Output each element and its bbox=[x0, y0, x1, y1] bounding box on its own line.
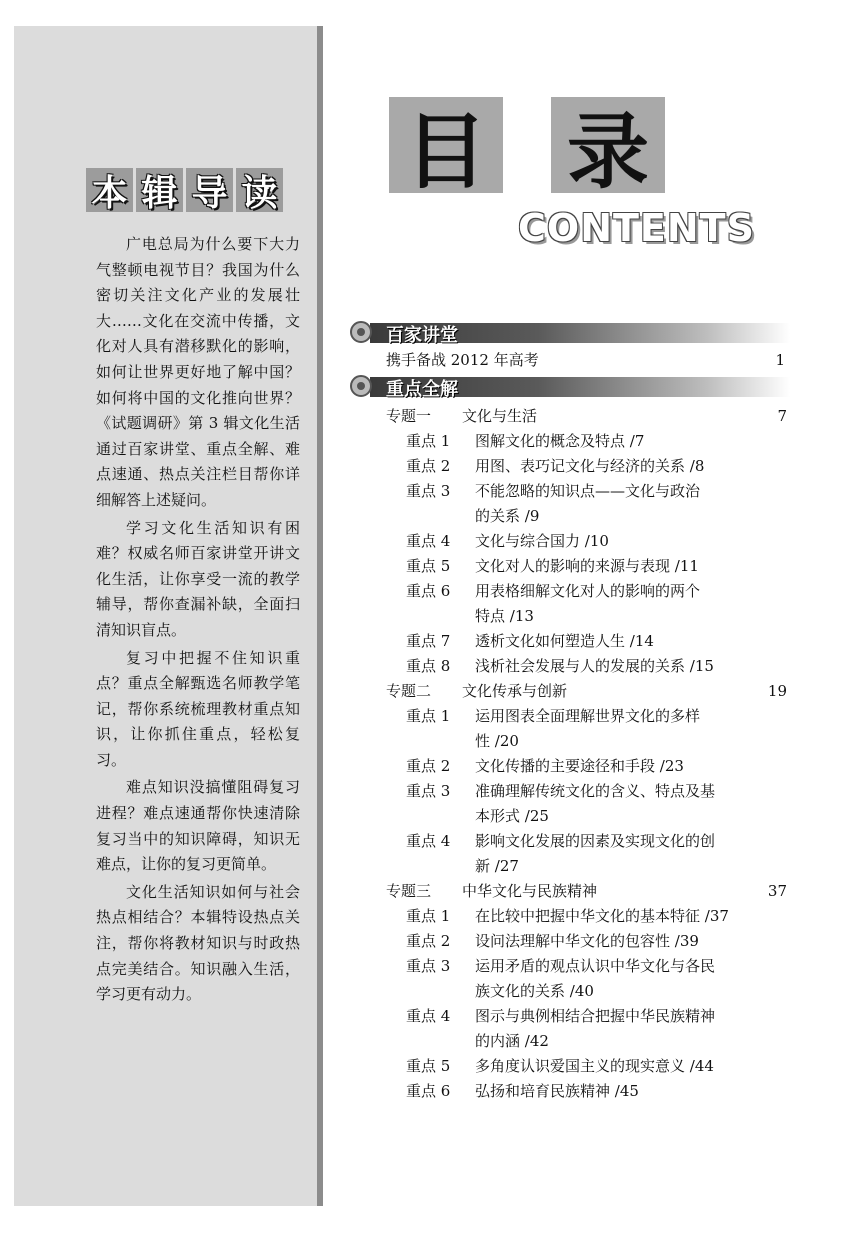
section-label: 百家讲堂 bbox=[386, 325, 458, 346]
toc-topic-label: 专题一 bbox=[386, 407, 432, 425]
toc-entry-continued[interactable]: 特点 /13 bbox=[475, 607, 534, 625]
guide-title-char: 本 bbox=[86, 168, 133, 212]
toc-topic-title[interactable]: 文化与生活 bbox=[462, 407, 538, 425]
toc-topic-title[interactable]: 中华文化与民族精神 bbox=[462, 882, 598, 900]
section-label: 重点全解 bbox=[386, 379, 458, 400]
toc-entry[interactable]: 透析文化如何塑造人生 /14 bbox=[475, 632, 654, 650]
toc-entry-key: 重点 5 bbox=[406, 1057, 451, 1075]
sidebar-edge bbox=[317, 26, 323, 1206]
toc-entry[interactable]: 影响文化发展的因素及实现文化的创 bbox=[475, 832, 716, 850]
guide-paragraph: 文化生活知识如何与社会热点相结合？本辑特设热点关注，帮你将教材知识与时政热点完美结合。知识融入生活，学习更有动力。 bbox=[96, 882, 300, 1004]
toc-entry[interactable]: 多角度认识爱国主义的现实意义 /44 bbox=[475, 1057, 714, 1075]
toc-entry[interactable]: 文化传播的主要途径和手段 /23 bbox=[475, 757, 684, 775]
toc-entry-key: 重点 6 bbox=[406, 1082, 451, 1100]
toc-entry-continued[interactable]: 新 /27 bbox=[475, 857, 519, 875]
toc-entry[interactable]: 运用图表全面理解世界文化的多样 bbox=[475, 707, 701, 725]
toc-entry[interactable]: 图示与典例相结合把握中华民族精神 bbox=[475, 1007, 716, 1025]
page-title-char: 录 bbox=[551, 97, 665, 193]
guide-body bbox=[96, 232, 300, 1010]
toc-intro-title[interactable]: 携手备战 2012 年高考 bbox=[386, 351, 539, 369]
toc-entry[interactable]: 文化对人的影响的来源与表现 /11 bbox=[475, 557, 699, 575]
page-title-char: 目 bbox=[389, 97, 503, 193]
toc-entry[interactable]: 图解文化的概念及特点 /7 bbox=[475, 432, 645, 450]
toc-entry-key: 重点 4 bbox=[406, 1007, 451, 1025]
toc-topic-title[interactable]: 文化传承与创新 bbox=[462, 682, 568, 700]
toc-entry-key: 重点 4 bbox=[406, 832, 451, 850]
toc-entry[interactable]: 用图、表巧记文化与经济的关系 /8 bbox=[475, 457, 705, 475]
toc-entry[interactable]: 在比较中把握中华文化的基本特征 /37 bbox=[475, 907, 729, 925]
guide-title-char: 读 bbox=[236, 168, 283, 212]
guide-title bbox=[86, 168, 283, 212]
toc-entry-key: 重点 6 bbox=[406, 582, 451, 600]
toc-topic-label: 专题二 bbox=[386, 682, 432, 700]
toc-entry[interactable]: 运用矛盾的观点认识中华文化与各民 bbox=[475, 957, 716, 975]
toc-topic-page: 19 bbox=[767, 682, 787, 700]
toc-entry-key: 重点 8 bbox=[406, 657, 451, 675]
toc-topic-label: 专题三 bbox=[386, 882, 432, 900]
toc-entry-key: 重点 3 bbox=[406, 957, 451, 975]
toc-entry[interactable]: 浅析社会发展与人的发展的关系 /15 bbox=[475, 657, 714, 675]
toc-entry-continued[interactable]: 性 /20 bbox=[475, 732, 519, 750]
toc-entry-continued[interactable]: 本形式 /25 bbox=[475, 807, 549, 825]
contents-subtitle: CONTENTS bbox=[518, 206, 755, 250]
page-title bbox=[389, 97, 665, 200]
toc-entry-key: 重点 3 bbox=[406, 482, 451, 500]
toc-entry[interactable]: 不能忽略的知识点——文化与政治 bbox=[475, 482, 701, 500]
toc-entry-key: 重点 2 bbox=[406, 757, 451, 775]
toc-entry[interactable]: 设问法理解中华文化的包容性 /39 bbox=[475, 932, 699, 950]
toc-entry-continued[interactable]: 族文化的关系 /40 bbox=[475, 982, 594, 1000]
guide-title-char: 导 bbox=[186, 168, 233, 212]
toc-entry-key: 重点 7 bbox=[406, 632, 451, 650]
toc-entry[interactable]: 用表格细解文化对人的影响的两个 bbox=[475, 582, 701, 600]
toc-intro-page: 1 bbox=[775, 351, 785, 369]
bullet-icon bbox=[350, 375, 372, 397]
guide-title-char: 辑 bbox=[136, 168, 183, 212]
toc-entry-key: 重点 2 bbox=[406, 457, 451, 475]
toc-entry-continued[interactable]: 的关系 /9 bbox=[475, 507, 540, 525]
toc-entry-key: 重点 1 bbox=[406, 907, 451, 925]
toc-entry-key: 重点 2 bbox=[406, 932, 451, 950]
toc-entry[interactable]: 准确理解传统文化的含义、特点及基 bbox=[475, 782, 716, 800]
toc-entry[interactable]: 文化与综合国力 /10 bbox=[475, 532, 609, 550]
toc-entry-key: 重点 1 bbox=[406, 432, 451, 450]
section-header-lecture bbox=[350, 320, 790, 346]
bullet-icon bbox=[350, 321, 372, 343]
guide-paragraph: 复习中把握不住知识重点？重点全解甄选名师教学笔记，帮你系统梳理教材重点知识，让你抓住重点，轻松复习。 bbox=[96, 648, 300, 769]
toc-entry-key: 重点 5 bbox=[406, 557, 451, 575]
toc-topic-page: 37 bbox=[767, 882, 787, 900]
toc-entry-key: 重点 3 bbox=[406, 782, 451, 800]
toc-entry[interactable]: 弘扬和培育民族精神 /45 bbox=[475, 1082, 639, 1100]
guide-paragraph: 广电总局为什么要下大力气整顿电视节目？我国为什么密切关注文化产业的发展壮大……文化在交流中传播，文化对人具有潜移默化的影响，如何让世界更好地了解中国？如何将中国的文化推向世界？《试题调研》第 3 辑文化生活通过百家讲堂、重点全解、难点速通、热点关注栏目帮你详细解答上述疑问。 bbox=[96, 235, 300, 509]
section-header-keypoints bbox=[350, 374, 790, 400]
toc-entry-key: 重点 1 bbox=[406, 707, 451, 725]
guide-paragraph: 难点知识没搞懂阻碍复习进程？难点速通帮你快速清除复习当中的知识障碍，知识无难点，让你的复习更简单。 bbox=[96, 778, 300, 874]
toc-topic-page: 7 bbox=[777, 407, 787, 425]
toc-entry-key: 重点 4 bbox=[406, 532, 451, 550]
guide-paragraph: 学习文化生活知识有困难？权威名师百家讲堂开讲文化生活，让你享受一流的教学辅导，帮你查漏补缺，全面扫清知识盲点。 bbox=[96, 518, 300, 639]
toc-entry-continued[interactable]: 的内涵 /42 bbox=[475, 1032, 549, 1050]
